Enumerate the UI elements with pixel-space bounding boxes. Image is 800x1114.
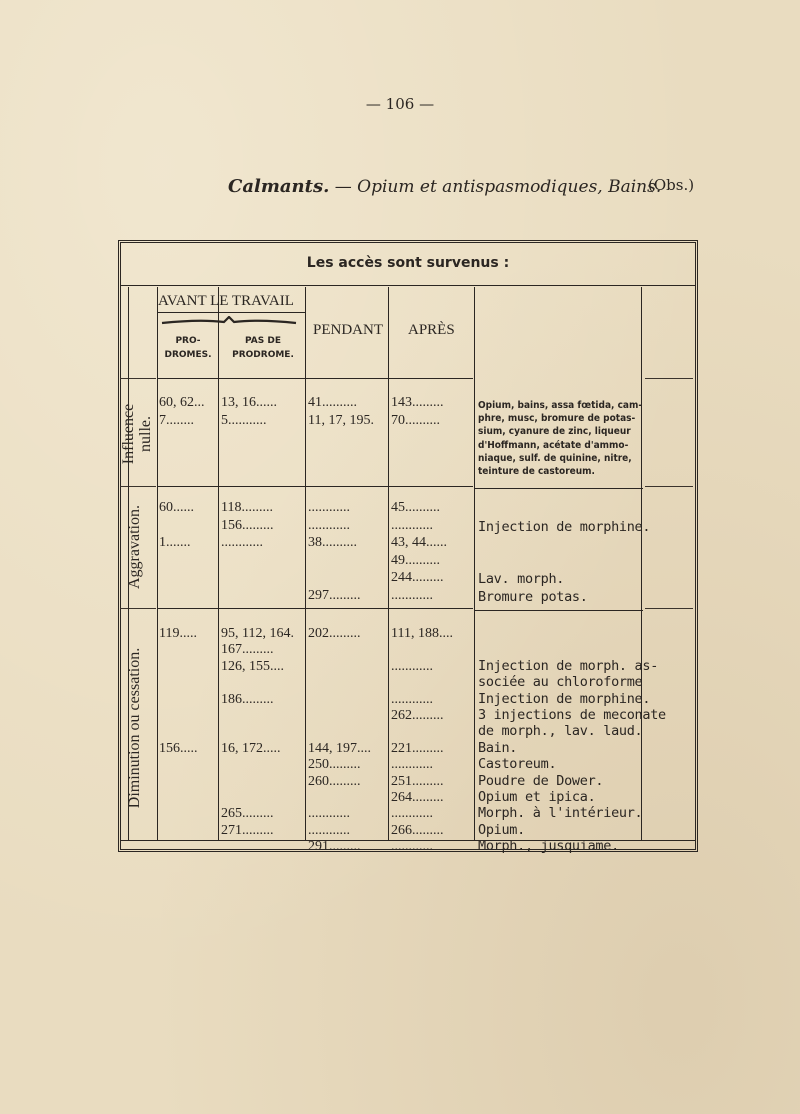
grid-hline [157, 608, 473, 609]
grid-hline [157, 378, 473, 379]
cell-pas-prodrome: 271......... [221, 822, 274, 838]
cell-apres: ............ [391, 757, 433, 773]
grid-hline [157, 312, 305, 313]
grid-hline [475, 488, 643, 489]
cell-pendant: 291......... [308, 839, 361, 855]
obs-label: (Obs.) [648, 176, 695, 194]
cell-pendant: 38.......... [308, 535, 357, 550]
cell-treatment: Morph. à l'intérieur. [478, 805, 643, 822]
cell-prodromes: 7........ [159, 413, 194, 428]
cell-pas-prodrome: 126, 155.... [221, 658, 284, 674]
grid-hline [475, 610, 643, 611]
cell-pas-prodrome: 5........... [221, 413, 267, 428]
grid-hline [645, 378, 693, 379]
header-avant: AVANT LE TRAVAIL [158, 293, 294, 309]
grid-vline [305, 287, 306, 840]
treatment-line: sium, cyanure de zinc, liqueur [478, 426, 631, 438]
cell-pendant: 250......... [308, 757, 361, 773]
header-apres: APRÈS [408, 322, 455, 338]
treatment-line: phre, musc, bromure de potas- [478, 413, 636, 425]
cell-pas-prodrome: 156......... [221, 517, 274, 533]
cell-apres: 111, 188.... [391, 626, 453, 641]
grid-hline [120, 378, 156, 379]
cell-pendant: 260......... [308, 773, 361, 789]
cell-pas-prodrome: 95, 112, 164. [221, 626, 294, 641]
cell-prodromes: 156..... [159, 740, 198, 756]
grid-hline [120, 486, 156, 487]
cell-treatment: Bain. [478, 739, 518, 756]
grid-hline [120, 608, 156, 609]
grid-vline [474, 287, 475, 840]
cell-treatment: Castoreum. [478, 756, 557, 773]
cell-pendant: ............ [308, 806, 350, 822]
cell-treatment: Opium et ipica. [478, 789, 596, 805]
cell-prodromes: 119..... [159, 626, 197, 641]
cell-pendant: ............ [308, 822, 350, 838]
cell-pendant: 202......... [308, 626, 361, 641]
page-number: — 106 — [365, 95, 435, 113]
group-label-influence [120, 384, 156, 484]
group-label-aggravation: Aggravation. [126, 505, 143, 589]
header-prodromes-line1: PRO- [175, 336, 201, 346]
brace-icon [160, 316, 298, 326]
header-pas-prodrome [220, 334, 306, 362]
grid-hline [157, 486, 473, 487]
treatment-line: teinture de castoreum. [478, 466, 595, 478]
cell-apres: 45.......... [391, 500, 440, 515]
group-label-influence-line2: nulle. [137, 416, 154, 452]
treatment-line: niaque, sulf. de quinine, nitre, [478, 452, 632, 464]
cell-apres: 143......... [391, 395, 444, 410]
cell-apres: 244......... [391, 570, 444, 585]
group-label-influence-line1: Influence [120, 403, 137, 465]
cell-treatment: Injection de morphine. [478, 690, 651, 707]
cell-treatment: Bromure potas. [478, 588, 588, 605]
cell-treatment: 3 injections de meconate [478, 707, 666, 723]
grid-hline [645, 486, 693, 487]
cell-pas-prodrome: 265......... [221, 806, 274, 822]
header-pas-line2: PRODROME. [232, 350, 294, 360]
cell-treatment: Poudre de Dower. [478, 772, 604, 789]
grid-vline [218, 287, 219, 840]
cell-pendant: ............ [308, 500, 350, 515]
cell-pas-prodrome: 167......... [221, 642, 274, 658]
treatment-influence [478, 399, 642, 478]
grid-hline [645, 608, 693, 609]
grid-vline [641, 287, 642, 840]
treatment-line: Opium, bains, assa fœtida, cam- [478, 400, 643, 411]
cell-treatment: de morph., lav. laud. [478, 723, 643, 740]
cell-pas-prodrome: 118......... [221, 500, 273, 515]
table-title: Les accès sont survenus : [306, 255, 510, 271]
cell-pas-prodrome: 16, 172..... [221, 740, 281, 756]
cell-treatment: Injection de morphine. [478, 518, 651, 535]
cell-prodromes: 1....... [159, 535, 191, 550]
heading-emphasis: Calmants. [228, 176, 330, 197]
treatment-line: d'Hoffmann, acétate d'ammo- [478, 439, 629, 451]
cell-pendant: 297......... [308, 587, 361, 603]
cell-apres: 251......... [391, 773, 444, 789]
header-prodromes [158, 334, 218, 362]
cell-apres: ............ [391, 806, 433, 822]
cell-pas-prodrome: 13, 16...... [221, 395, 277, 410]
cell-pendant: 144, 197.... [308, 740, 371, 756]
cell-apres: ............ [391, 691, 433, 707]
grid-vline [157, 287, 158, 840]
cell-apres: ............ [391, 517, 433, 533]
page-heading [228, 176, 661, 197]
cell-apres: 262......... [391, 708, 444, 723]
cell-treatment: Lav. morph. [478, 571, 565, 587]
cell-apres: 264......... [391, 790, 444, 805]
cell-apres: 70.......... [391, 413, 440, 428]
cell-prodromes: 60...... [159, 500, 194, 515]
cell-apres: ............ [391, 658, 433, 674]
header-pendant: PENDANT [313, 322, 383, 338]
cell-pendant: 41.......... [308, 395, 357, 410]
header-prodromes-line2: DROMES. [164, 350, 212, 360]
cell-apres: 43, 44...... [391, 535, 447, 550]
cell-prodromes: 60, 62... [159, 395, 205, 410]
cell-apres: 221......... [391, 740, 444, 756]
cell-apres: 49.......... [391, 552, 440, 568]
cell-treatment: sociée au chloroforme [478, 674, 643, 691]
cell-pendant: ............ [308, 517, 350, 533]
cell-apres: 266......... [391, 822, 444, 838]
cell-treatment: Injection de morph. as- [478, 657, 659, 674]
grid-hline [120, 285, 696, 286]
cell-apres: ............ [391, 587, 433, 603]
header-pas-line1: PAS DE [245, 336, 281, 346]
cell-pas-prodrome: ............ [221, 535, 263, 550]
cell-pas-prodrome: 186......... [221, 691, 274, 707]
cell-treatment: Opium. [478, 821, 525, 838]
group-label-diminution: Diminution ou cessation. [126, 647, 143, 809]
cell-pendant: 11, 17, 195. [308, 413, 374, 428]
heading-text: — Opium et antispasmodiques, Bains. [334, 177, 662, 197]
cell-treatment: Morph., jusquiame. [478, 838, 619, 855]
grid-vline [388, 287, 389, 840]
cell-apres: ............ [391, 839, 433, 855]
